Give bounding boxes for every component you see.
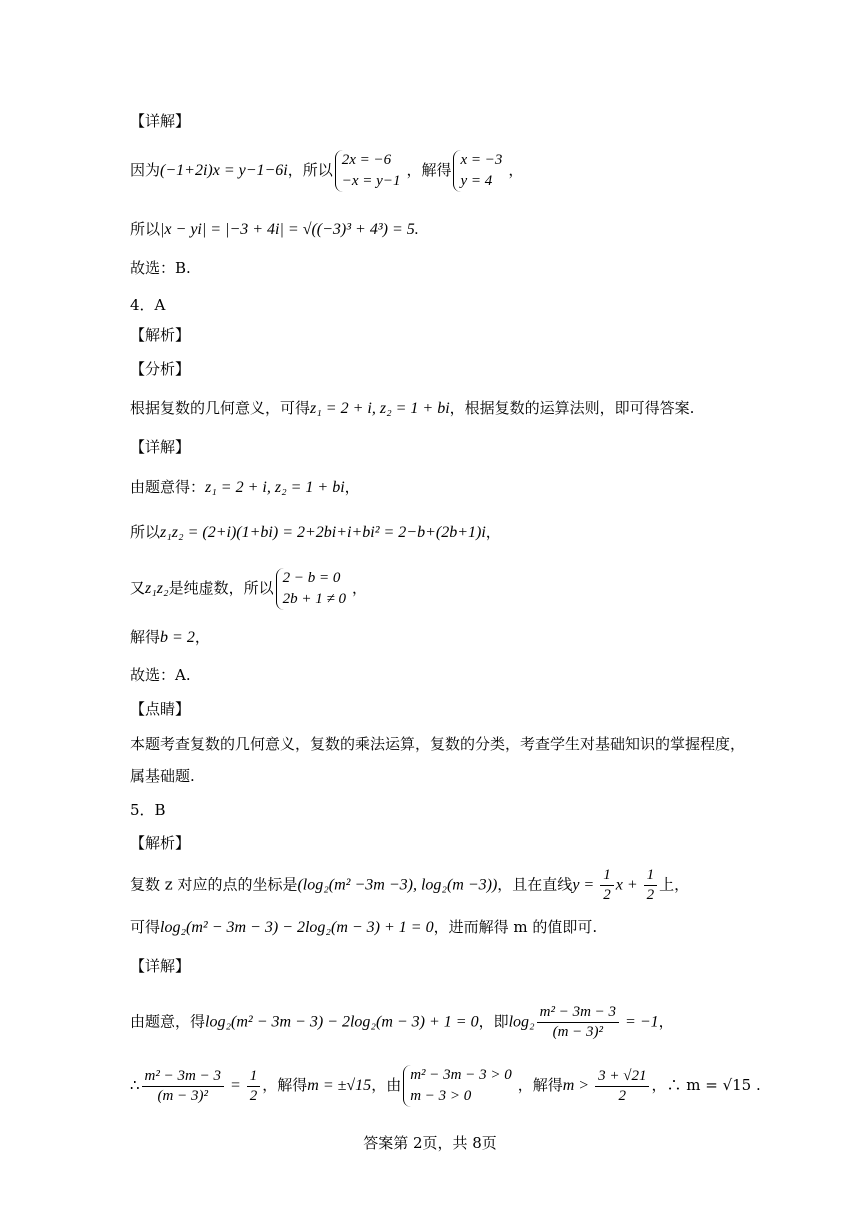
section-heading-detail: 【详解】 (130, 112, 191, 130)
question-number: 5．B (130, 801, 166, 819)
section-heading-analysis: 【解析】 (130, 326, 191, 344)
section-heading-comment: 【点睛】 (130, 700, 191, 718)
solution-line: 所以|x − yi| = |−3 + 4i| = √((−3)³ + 4³) = 5. (130, 220, 419, 238)
solution-line: 因为(−1+2i)x = y−1−6i，所以 2x = −6 −x = y−1 ，解得 x = −3 y = 4 ， (130, 150, 523, 192)
solution-line: 又z₁z₂是纯虚数，所以 2 − b = 0 2b + 1 ≠ 0 ， (130, 568, 367, 610)
comment-text: 属基础题. (130, 767, 195, 785)
equation-system: x = −3 y = 4 (453, 150, 506, 192)
solution-line: 解得b = 2， (130, 628, 210, 646)
solution-line: 复数 z 对应的点的坐标是(log₂(m² −3m −3), log₂(m −3))，且在直线y = $\frac{1}{2}$ x + $\frac{1}{2}$ 上， (130, 867, 690, 903)
question-number: 4．A (130, 296, 166, 314)
section-heading-analysis: 【解析】 (130, 834, 191, 852)
solution-line: ∴ $\frac{\text{m² − 3m − 3}}{\text{(m − 3)²}}$ = $\frac{1}{2}$ ，解得m = ±√15，由 m² − 3m − 3 > 0 m − 3 > 0 ，解得m > $\frac{3 + √21}{2}$ ，∴ m = √15 . (130, 1065, 761, 1107)
fraction: $\frac{1}{2}$ (644, 866, 658, 905)
answer-line: 故选：B. (130, 259, 191, 277)
section-heading-detail: 【详解】 (130, 438, 191, 456)
solution-line: 根据复数的几何意义，可得z₁ = 2 + i, z₂ = 1 + bi，根据复数的运算法则，即可得答案. (130, 399, 695, 417)
fraction: $\frac{\text{m² − 3m − 3}}{\text{(m − 3)²}}$ (142, 1067, 224, 1106)
fraction: $\frac{\text{m² − 3m − 3}}{\text{(m − 3)²}}$ (537, 1003, 619, 1042)
solution-line: 所以z₁z₂ = (2+i)(1+bi) = 2+2bi+i+bi² = 2−b+(2b+1)i， (130, 523, 501, 541)
fraction: $\frac{1}{2}$ (247, 1067, 261, 1106)
section-heading-analysis-sub: 【分析】 (130, 360, 191, 378)
solution-line: 可得log₂(m² − 3m − 3) − 2log₂(m − 3) + 1 = 0，进而解得 m 的值即可. (130, 918, 598, 936)
solution-line: 由题意，得log₂(m² − 3m − 3) − 2log₂(m − 3) + 1 = 0，即log₂ $\frac{\text{m² − 3m − 3}}{\text{(m − 3)²}}$ = −1， (130, 1004, 674, 1040)
equation-system: 2x = −6 −x = y−1 (335, 150, 405, 192)
solution-line: 由题意得：z₁ = 2 + i, z₂ = 1 + bi， (130, 478, 360, 496)
fraction: $\frac{3 + √21}{2}$ (595, 1067, 649, 1106)
comment-text: 本题考查复数的几何意义，复数的乘法运算，复数的分类，考查学生对基础知识的掌握程度， (130, 735, 746, 753)
fraction: $\frac{1}{2}$ (600, 866, 614, 905)
equation-system: m² − 3m − 3 > 0 m − 3 > 0 (403, 1065, 516, 1107)
answer-line: 故选：A. (130, 666, 191, 684)
page-footer: 答案第 2页，共 8页 (363, 1134, 497, 1152)
equation-system: 2 − b = 0 2b + 1 ≠ 0 (276, 568, 350, 610)
section-heading-detail: 【详解】 (130, 957, 191, 975)
